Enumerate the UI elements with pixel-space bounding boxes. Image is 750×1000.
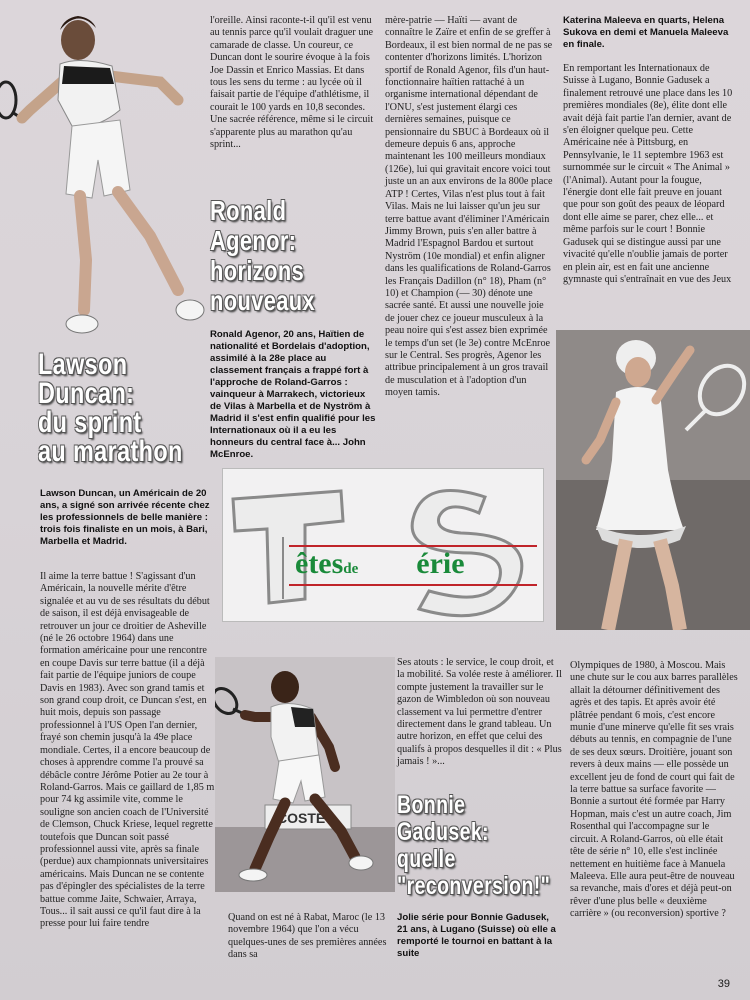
page-number: 39	[717, 978, 730, 990]
logo-word-serie: érie	[416, 547, 465, 580]
agenor-figure	[215, 657, 395, 892]
photo-bonnie-gadusek	[556, 330, 750, 630]
paragraph: Ses atouts : le service, le coup droit, et la mobilité. Sa volée reste à améliorer. Il compte justement la travailler sur le gazon de Wimbledon où son nouveau classement va lui permettre d'entrer directement dans le grand tableau. Un autre horizon, en effet que celui des qualifs à propos desquelles il dit : « Plus jamais ! »...	[397, 657, 562, 768]
column-agenor-start	[228, 912, 388, 962]
paragraph: Jolie série pour Bonnie Gadusek, 21 ans, à Lugano (Suisse) où elle a remporté le tournoi en battant à la suite	[397, 912, 556, 959]
column-gadusek	[570, 660, 738, 921]
logo-text	[295, 547, 465, 586]
duncan-figure	[0, 0, 215, 345]
intro-gadusek	[397, 912, 562, 960]
intro-agenor	[210, 329, 378, 461]
column-duncan	[40, 571, 216, 931]
gadusek-figure	[556, 330, 750, 630]
logo-word-de: de	[343, 561, 359, 577]
intro-duncan	[40, 488, 210, 548]
paragraph: l'oreille. Ainsi raconte-t-il qu'il est venu au tennis parce qu'il voulait draguer une camarade de classe. Un coureur, ce Duncan dont le sourire évoque à la fois Joe Dassin et Enrico Massias. Et dans tous les sens du terme : au lycée où il faisait partie de l'équipe d'athlétisme, il courait le 100 yards en 10,8 secondes. Une sacrée référence, même si le circuit s'apparente plus au marathon qu'au sprint...	[210, 15, 374, 151]
paragraph: Lawson Duncan, un Américain de 20 ans, a signé son arrivée récente chez les professionnels de belle manière : trois fois finaliste en un mois, à Bari, Marbella et Madrid.	[40, 488, 210, 547]
banner-text: COSTE	[277, 810, 326, 826]
column-agenor	[385, 15, 555, 400]
paragraph: Ronald Agenor, 20 ans, Haïtien de nationalité et Bordelais d'adoption, assimilé à la 28e place au classement français a frappé fort à l'approche de Roland-Garros : vainqueur à Marrakech, victorieux de Vilas à Marbella et de Nyström à Madrid il s'est enfin qualifié pour les Internationaux où il a eu les honneurs du central face à... John McEnroe.	[210, 329, 376, 460]
paragraph: En remportant les Internationaux de Suisse à Lugano, Bonnie Gadusek a finalement retrouvé une place dans les 10 premières mondiales (8e), élite dont elle avait déjà fait partie l'an dernier, avant de s'en éloigner quelque peu. Cette Américaine née à Pittsburg, en Pennsylvanie, le 11 septembre 1963 est surnommée sur le circuit « The Animal » (l'Animal). Autant pour la fougue, l'énergie dont elle fait preuve en jouant que pour son goût des peaux de léopard dont elle aime se parer, chez elle... et même parfois sur le court ! Bonnie Gadusek qui se distingue aussi par une vivacité qu'elle n'oublie jamais de porter en plein air, est en fait une ancienne gymnaste qui s'entraînait en vue des Jeux	[563, 63, 733, 285]
paragraph-bold: Katerina Maleeva en quarts, Helena Sukova en demi et Manuela Maleeva en finale.	[563, 15, 729, 50]
headline-duncan: Lawson Duncan: du sprint au marathon	[38, 348, 183, 468]
paragraph: Il aime la terre battue ! S'agissant d'un Américain, la nouvelle mérite d'être signalée et au vu de ses résultats du début de saison, il est déjà envisageable de retrouver un jour ce droitier de Asheville (né le 26 octobre 1964) dans une formation américaine pour une rencontre en coupe Davis sur terre battue (il a déjà fait partie de l'équipe juniors de coupe Davis en 1983). Avec son grand tamis et son grand coup droit, ce Duncan s'est, en huit mois, depuis son passage professionnel à l'US Open l'an dernier, frayé son chemin jusqu'à la 49e place mondiale. Certes, il a encore beaucoup de choses à apprendre comme l'a prouvé sa débâcle contre Jérôme Potier au 2e tour à Roland-Garros. Mais ce gaillard de 1,85 m pour 74 kg assimile vite, comme le souligne son ancien coach de l'Université de Clemson, Chuck Kriese, lequel regrette toutefois que Duncan soit passé professionnel aussi vite, après sa finale (perdue) aux championnats universitaires américains. Mais Duncan ne se contente pas d'épingler des spécialistes de la terre battue comme Jaite, Schwaier, Arraya, Tous... il sait aussi ce qu'il faut dire à la presse pour lui faire tendre	[40, 571, 215, 930]
headline-agenor: Ronald Agenor: horizons nouveaux	[210, 195, 316, 316]
paragraph: Quand on est né à Rabat, Maroc (le 13 novembre 1964) que l'on a vécu quelques-unes de ses premières années dans sa	[228, 912, 387, 961]
column-agenor-continued	[397, 657, 562, 769]
paragraph: Olympiques de 1980, à Moscou. Mais une chute sur le cou aux barres parallèles allait la détourner définitivement des agrès et des tapis. Et après avoir été plâtrée pendant 6 mois, c'est encore munie d'une minerve qu'elle fit ses vrais débuts au tennis, en compagnie de l'une de ses deux sœurs. Droitière, jouant son revers à deux mains — elle possède un excellent jeu de fond de court qui fait de la terre battue sa surface favorite — Bonnie a surtout été formée par Harry Hopman, mais c'est un autre coach, Jim Rosenthal qui l'accompagne sur le circuit. A Roland-Garros, où elle était tête de série n° 10, elle s'est inclinée nettement en huitième face à Manuela Maleeva. Elle aura peut-être de nouveau sa revanche, mais d'ores et déjà peut-on rêver d'une plus belle « deuxième carrière » (ou reconversion) sportive ?	[570, 660, 738, 920]
column-gadusek-top	[563, 15, 738, 286]
photo-lawson-duncan	[0, 0, 215, 345]
photo-ronald-agenor	[215, 657, 395, 892]
tetes-de-serie-logo	[222, 468, 544, 622]
column-duncan-continued	[210, 15, 380, 151]
paragraph: mère-patrie — Haïti — avant de connaître le Zaïre et enfin de se greffer à Bordeaux, il est bien normal de ne pas se contenter d'horizons limités. L'horizon sportif de Ronald Agenor, fils d'un haut-fonctionnaire haïtien rattaché à un organisme international dépendant de l'ONU, s'est justement élargi ces dernières semaines, puisque ce pensionnaire du SBUC à Bordeaux où il demeure depuis 6 ans, approche maintenant les 100 meilleurs mondiaux (126e), lui qui gravitait encore voici tout juste un an aux environs de la 800e place ATP ! Certes, Vilas n'est plus tout à fait Vilas. Mais ne lui laisser qu'un jeu sur terre battue avant d'éliminer l'Américain Jimmy Brown, puis s'en aller battre à Madrid l'Espagnol Bardou et surtout Nyström (10e mondial) et enfin aligner dans les qualifications de Roland-Garros les Français Dadillon (n° 18), Pham (n° 10) et Champion (— 30) dénote une sacrée santé. Et aussi une nouvelle joie de jouer chez ce joueur musculeux à la peau noire qui s'est assez bien exprimée le temps d'un set (le 3e) contre McEnroe sur le Central. Ses progrès, Agenor les attribue principalement à un gros travail de musculation et à l'adoption d'un moyen tamis.	[385, 15, 553, 399]
logo-word-tetes: êtes	[295, 547, 344, 580]
headline-gadusek: Bonnie Gadusek: quelle "reconversion!"	[397, 791, 551, 900]
